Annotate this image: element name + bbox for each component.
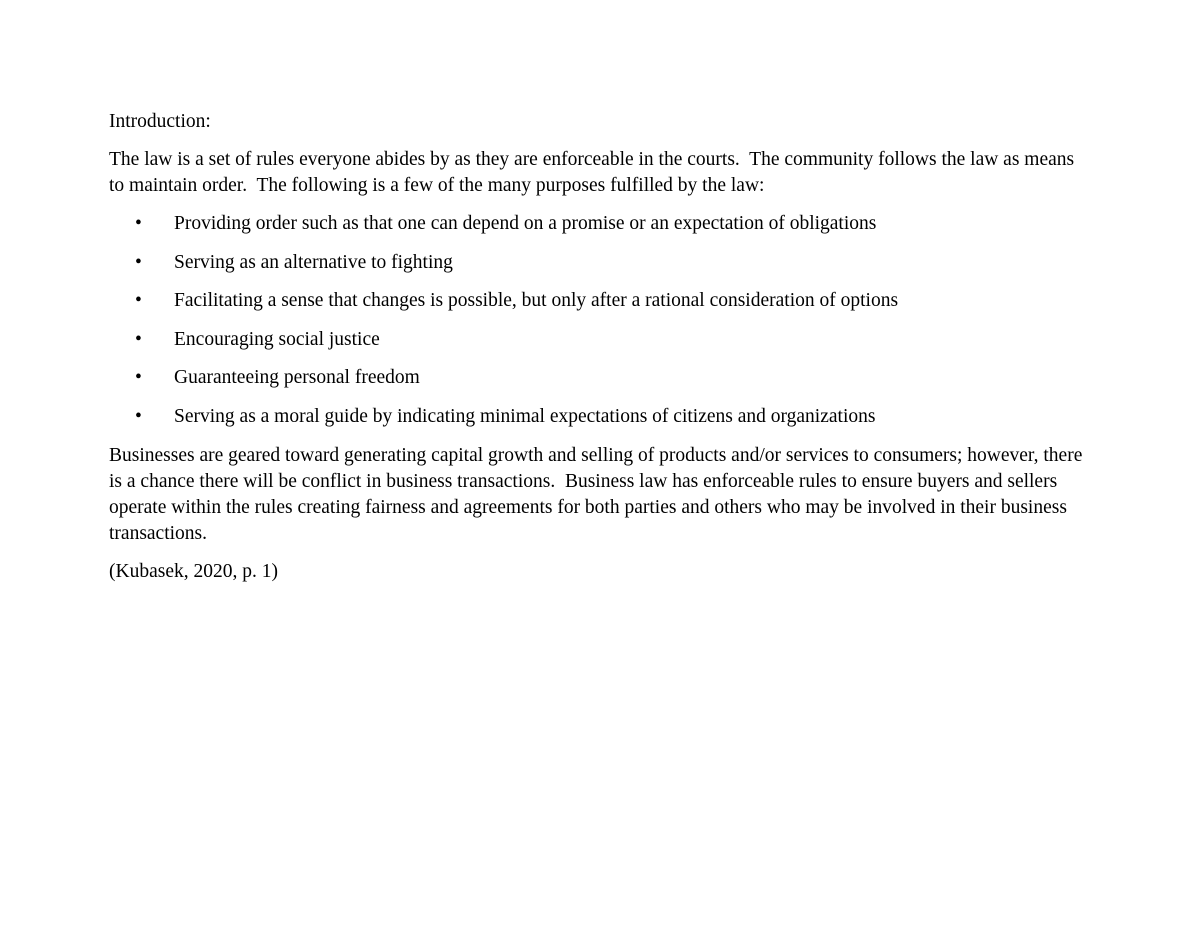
- list-item-text: Serving as an alternative to fighting: [174, 251, 453, 273]
- bullet-icon: •: [135, 251, 142, 273]
- intro-paragraph: The law is a set of rules everyone abides by as they are enforceable in the courts. The community follows the law as means to maintain order. The following is a few of the many purposes fulfilled by the law:: [109, 149, 1079, 196]
- purposes-list: [109, 211, 1094, 430]
- list-item: [109, 288, 1094, 314]
- bullet-icon: •: [135, 290, 142, 312]
- bullet-icon: •: [135, 405, 142, 427]
- list-item-text: Serving as a moral guide by indicating minimal expectations of citizens and organizations: [174, 405, 876, 427]
- list-item-text: Facilitating a sense that changes is possible, but only after a rational consideration of options: [174, 290, 899, 312]
- document-body: [109, 109, 1094, 597]
- bullet-icon: •: [135, 328, 142, 350]
- business-paragraph: Businesses are geared toward generating capital growth and selling of products and/or services to consumers; however, there is a chance there will be conflict in business transactions. Business law has enforceable rules to ensure buyers and sellers operate within the rules creating fairness and agreements for both parties and others who may be involved in their business transactions.: [109, 444, 1088, 544]
- citation: (Kubasek, 2020, p. 1): [109, 560, 278, 582]
- list-item-text: Guaranteeing personal freedom: [174, 367, 420, 389]
- heading-introduction: Introduction:: [109, 111, 211, 132]
- bullet-icon: •: [135, 367, 142, 389]
- list-item: [109, 365, 1094, 391]
- list-item-text: Encouraging social justice: [174, 328, 380, 350]
- list-item: [109, 327, 1094, 353]
- list-item: [109, 211, 1094, 237]
- list-item: [109, 404, 1094, 430]
- list-item: [109, 250, 1094, 276]
- list-item-text: Providing order such as that one can depend on a promise or an expectation of obligations: [174, 213, 877, 234]
- bullet-icon: •: [135, 213, 142, 234]
